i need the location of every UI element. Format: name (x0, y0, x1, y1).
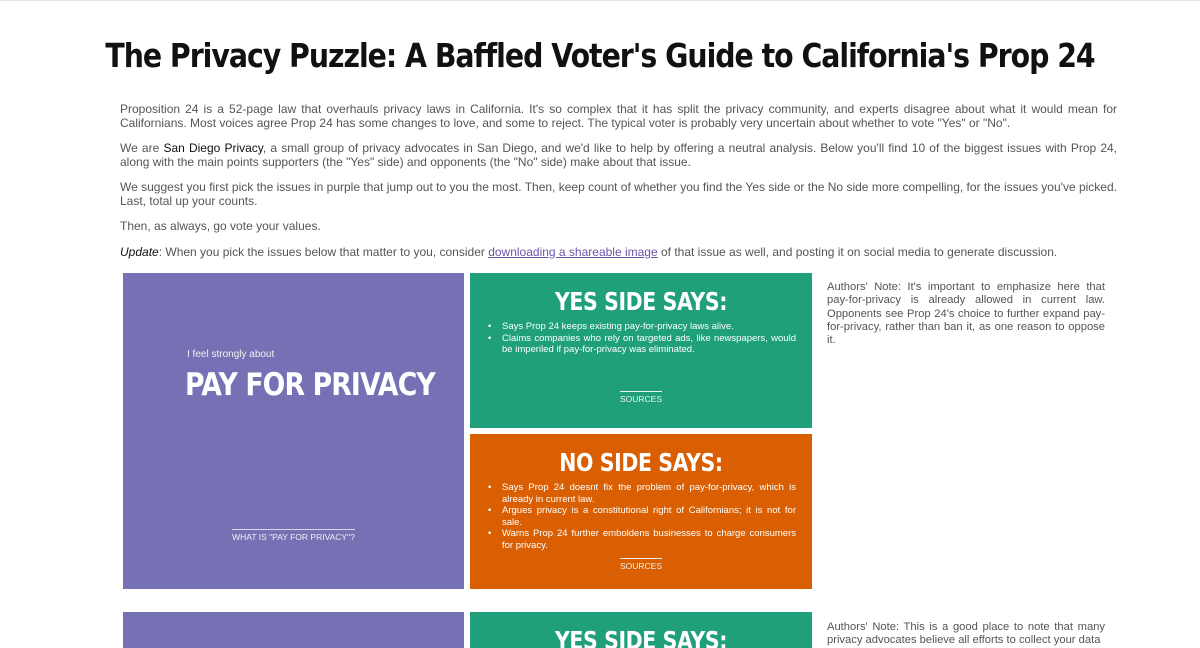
yes-side-card-2 (470, 612, 812, 648)
intro-paragraph-5: Update: When you pick the issues below that matter to you, consider downloading a shareable image of that issue as well, and posting it on social media to generate discussion. (120, 244, 1058, 259)
yes-point: • Says Prop 24 keeps existing pay-for-privacy laws alive. (488, 321, 796, 333)
intro-paragraph-3: We suggest you first pick the issues in purple that jump out to you the most. Then, keep count of whether you find the Yes side or the No side more compelling, for the issues you've picked. Last, total up your counts. (120, 180, 1117, 208)
top-divider (0, 0, 1200, 1)
yes-side-points (488, 321, 796, 356)
yes-side-card (470, 273, 812, 428)
no-point: • Says Prop 24 doesnt fix the problem of pay-for-privacy, which is already in current law. (488, 482, 796, 505)
intro-section (120, 103, 1117, 271)
intro-paragraph-4: Then, as always, go vote your values. (120, 219, 321, 233)
no-side-card (470, 434, 812, 589)
issue-feel-text: I feel strongly about (187, 349, 275, 360)
yes-side-title-2: YES SIDE SAYS: (554, 626, 728, 648)
issue-card-pay-for-privacy[interactable] (123, 273, 464, 589)
no-point: • Warns Prop 24 further emboldens businesses to charge consumers for privacy. (488, 528, 796, 551)
issue-topic: PAY FOR PRIVACY (185, 367, 435, 403)
no-sources-link[interactable]: SOURCES (470, 561, 812, 571)
intro-paragraph-1: Proposition 24 is a 52-page law that overhauls privacy laws in California. It's so complex that it has split the privacy community, and experts disagree about what it would mean for Californians. Most voices agree Prop 24 has some changes to love, and some to reject. The typical voter is probably very uncertain about whether to vote "Yes" or "No". (120, 102, 1117, 130)
yes-sources-link[interactable]: SOURCES (470, 394, 812, 404)
shareable-image-link[interactable]: downloading a shareable image (488, 244, 658, 259)
update-label: Update (120, 244, 159, 259)
what-is-link[interactable]: WHAT IS "PAY FOR PRIVACY"? (123, 532, 464, 542)
authors-note-2: Authors' Note: This is a good place to note that many privacy advocates believe all efforts to collect your data (827, 621, 1105, 647)
no-point: • Argues privacy is a constitutional right of Californians; it is not for sale. (488, 505, 796, 528)
yes-point: • Claims companies who rely on targeted ads, like newspapers, would be imperiled if pay-for-privacy was eliminated. (488, 333, 796, 356)
authors-note-1: Authors' Note: It's important to emphasize here that pay-for-privacy is already allowed in current law. Opponents see Prop 24's choice to further expand pay-for-privacy, rather than ban it, as one reason to oppose it. (827, 281, 1105, 347)
org-name: San Diego Privacy (163, 141, 263, 155)
yes-side-title: YES SIDE SAYS: (554, 287, 728, 316)
issue-card-2[interactable] (123, 612, 464, 648)
no-side-title: NO SIDE SAYS: (559, 448, 723, 477)
intro-paragraph-2: We are San Diego Privacy, a small group of privacy advocates in San Diego, and we'd like to help by offering a neutral analysis. Below you'll find 10 of the biggest issues with Prop 24, along with the main points supporters (the "Yes" side) and opponents (the "No" side) make about that issue. (120, 141, 1118, 169)
page-title: The Privacy Puzzle: A Baffled Voter's Guide to California's Prop 24 (105, 36, 1095, 75)
no-side-points (488, 482, 796, 551)
